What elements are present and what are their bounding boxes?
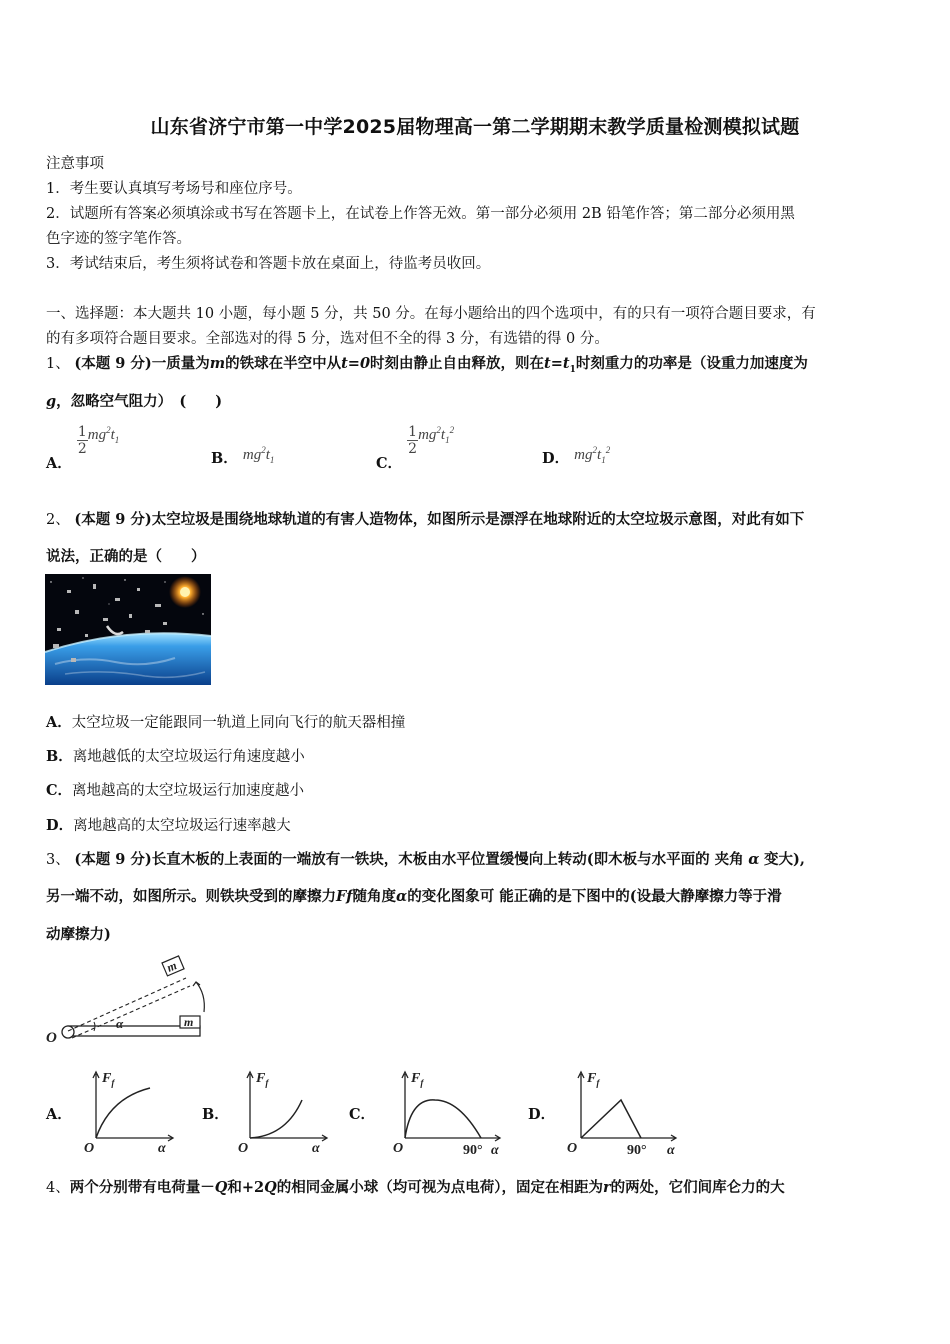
question-3-stem [46,848,805,869]
question-text: 长直木板的上表面的一端放有一铁块，木板由水平位置缓慢向上转动(即木板与水平面的 夹角 [151,851,744,868]
question-score: (本题 9 分) [74,511,152,528]
question-text: 的变化图象可 能正确的是下图中的(设最大静摩擦力等于滑 [407,888,782,905]
denominator: 2 [408,441,418,457]
question-text: 的两处，它们间库仑力的大 [610,1179,785,1196]
inclined-board-figure [44,954,214,1046]
graph-option-a-label[interactable]: A． [46,1106,72,1123]
origin-label: O [567,1141,578,1156]
y-axis-letter: F [587,1071,597,1086]
formula-mg: mg [87,427,107,443]
option-label: A． [46,455,72,472]
question-text: 另一端不动，如图所示。则铁块受到的摩擦力 [46,888,336,905]
option-a[interactable] [46,424,120,472]
formula-mg: mg [242,447,262,463]
graph-d[interactable] [565,1068,685,1158]
question-4-stem [46,1176,785,1197]
option-d[interactable] [542,443,610,465]
var-t1: t=t [544,355,570,372]
superscript: 2 [605,445,611,455]
question-2-stem [46,508,804,529]
question-text: 两个分别带有电荷量－ [69,1179,215,1196]
block-label-bottom: m [184,1015,194,1029]
option-label: C． [46,782,73,799]
y-axis-label [586,1071,600,1088]
question-number: 1、 [46,356,70,372]
graph-option-d-label[interactable]: D． [528,1106,556,1123]
question-2-option-c[interactable] [46,779,304,800]
graph-c[interactable] [389,1068,509,1158]
question-2-option-d[interactable] [46,814,291,835]
question-number: 4、 [46,1180,70,1196]
formula [88,427,120,443]
pivot-label: O [46,1030,57,1046]
formula-mg: mg [418,427,437,443]
question-text: ，忽略空气阻力） ( ) [56,393,223,410]
subscript: 1 [269,455,275,465]
formula [243,447,275,463]
question-text: 太空垃圾是围绕地球轨道的有害人造物体，如图所示是漂浮在地球附近的太空垃圾示意图，对此有如下 [151,511,805,528]
x-axis-label: α [491,1143,499,1158]
numerator: 1 [408,424,418,440]
formula-t: t [265,447,270,463]
option-label: B． [211,450,238,467]
question-number: 2、 [46,512,70,528]
denominator: 2 [77,441,87,457]
option-label: D． [542,450,570,467]
tick-90-label: 90° [627,1143,647,1158]
question-text: 时刻由静止自由释放，则在 [370,355,545,372]
y-axis-subscript: f [111,1078,115,1088]
subscript: 1 [569,364,576,375]
question-score: (本题 9 分) [74,851,152,868]
graph-a[interactable] [80,1068,180,1158]
space-debris-image [45,574,211,685]
var-alpha: α [396,888,408,905]
question-1-stem [46,352,808,375]
numerator: 1 [77,424,87,440]
fraction [77,424,88,457]
question-text: 一质量为 [151,355,210,372]
option-label: C． [376,455,403,472]
var-g: g [46,393,57,410]
graph-option-c-label[interactable]: C． [349,1106,376,1123]
option-label: A． [46,714,72,731]
question-2-stem-cont: 说法，正确的是（ ） [46,548,206,565]
y-axis-letter: F [102,1071,112,1086]
question-text: 和+2 [227,1179,265,1196]
angle-label: α [116,1016,124,1031]
option-text: 离地越高的太空垃圾运行速率越大 [73,818,291,834]
origin-label: O [393,1141,404,1156]
superscript: 2 [106,425,111,435]
notice-item-3: 3．考试结束后，考生须将试卷和答题卡放在桌面上，待监考员收回。 [46,256,491,272]
notice-heading: 注意事项 [46,156,104,172]
question-text: 的相同金属小球（均可视为点电荷），固定在相距为 [276,1179,604,1196]
y-axis-letter: F [256,1071,266,1086]
graph-b-plot [234,1068,334,1158]
option-c[interactable] [376,424,455,472]
question-text: 随角度 [352,888,397,905]
formula [574,447,610,463]
section-instructions-cont: 的有多项符合题目要求。全部选对的得 5 分，选对但不全的得 3 分，有选错的得 0 分。 [46,331,609,347]
notice-item-1: 1．考生要认真填写考场号和座位序号。 [46,181,302,197]
subscript: 1 [445,435,450,445]
superscript: 2 [436,425,441,435]
option-label: D． [46,817,74,834]
tick-90-label: 90° [463,1143,483,1158]
formula-t: t [440,427,446,443]
subscript: 1 [114,435,120,445]
y-axis-label [255,1071,269,1088]
question-text: 时刻重力的功率是（设重力加速度为 [575,355,808,372]
option-text: 离地越低的太空垃圾运行角速度越小 [72,749,305,765]
page-title: 山东省济宁市第一中学2025届物理高一第二学期期末教学质量检测模拟试题 [150,116,800,138]
board-diagram [44,954,214,1046]
var-alpha: α [748,851,760,868]
question-1-stem-cont [46,390,222,411]
x-axis-label: α [312,1141,320,1156]
graph-a-plot [80,1068,180,1158]
var-q: Q [264,1179,277,1196]
option-text: 离地越高的太空垃圾运行加速度越小 [72,783,305,799]
superscript: 2 [592,445,598,455]
graph-b[interactable] [234,1068,334,1158]
notice-item-2-cont: 色字迹的签字笔作答。 [46,231,191,247]
option-label: B． [46,748,73,765]
graph-d-plot [565,1068,685,1158]
x-axis-label: α [158,1141,166,1156]
fraction [407,424,418,457]
y-axis-subscript: f [596,1078,600,1088]
formula-t: t [110,427,115,443]
var-q: Q [214,1179,228,1196]
y-axis-subscript: f [420,1078,424,1088]
question-number: 3、 [46,852,70,868]
option-b[interactable] [211,443,274,465]
question-3-stem-cont [46,885,782,906]
graph-option-b-label[interactable]: B． [202,1106,229,1123]
question-2-option-a[interactable] [46,711,405,732]
notice-item-2: 2．试题所有答案必须填涂或书写在答题卡上，在试卷上作答无效。第一部分必须用 2B 铅笔作答；第二部分必须用黑 [46,206,795,222]
formula [418,427,454,443]
var-m: m [209,355,226,372]
formula-mg: mg [574,447,593,463]
graph-c-plot [389,1068,509,1158]
superscript: 2 [449,425,455,435]
y-axis-subscript: f [265,1078,269,1088]
var-t0: t=0 [341,355,371,372]
option-text: 太空垃圾一定能跟同一轨道上同向飞行的航天器相撞 [71,715,406,731]
question-2-option-b[interactable] [46,745,305,766]
section-instructions: 一、选择题：本大题共 10 小题，每小题 5 分，共 50 分。在每小题给出的四个选项中，有的只有一项符合题目要求，有 [46,306,816,322]
y-axis-letter: F [411,1071,421,1086]
question-3-stem-cont-2: 动摩擦力) [46,926,111,943]
superscript: 2 [261,445,266,455]
question-text: 的铁球在半空中从 [225,355,342,372]
origin-label: O [84,1141,95,1156]
x-axis-label: α [667,1143,675,1158]
var-r: r [603,1179,611,1196]
var-ff: Ff [336,888,353,905]
subscript: 1 [601,455,606,465]
question-text: 变大), [764,851,805,868]
formula-t: t [597,447,602,463]
block-label-top: m [164,958,179,975]
y-axis-label [101,1071,115,1088]
question-score: (本题 9 分) [74,355,152,372]
origin-label: O [238,1141,249,1156]
space-debris-illustration [45,574,211,685]
y-axis-label [410,1071,424,1088]
